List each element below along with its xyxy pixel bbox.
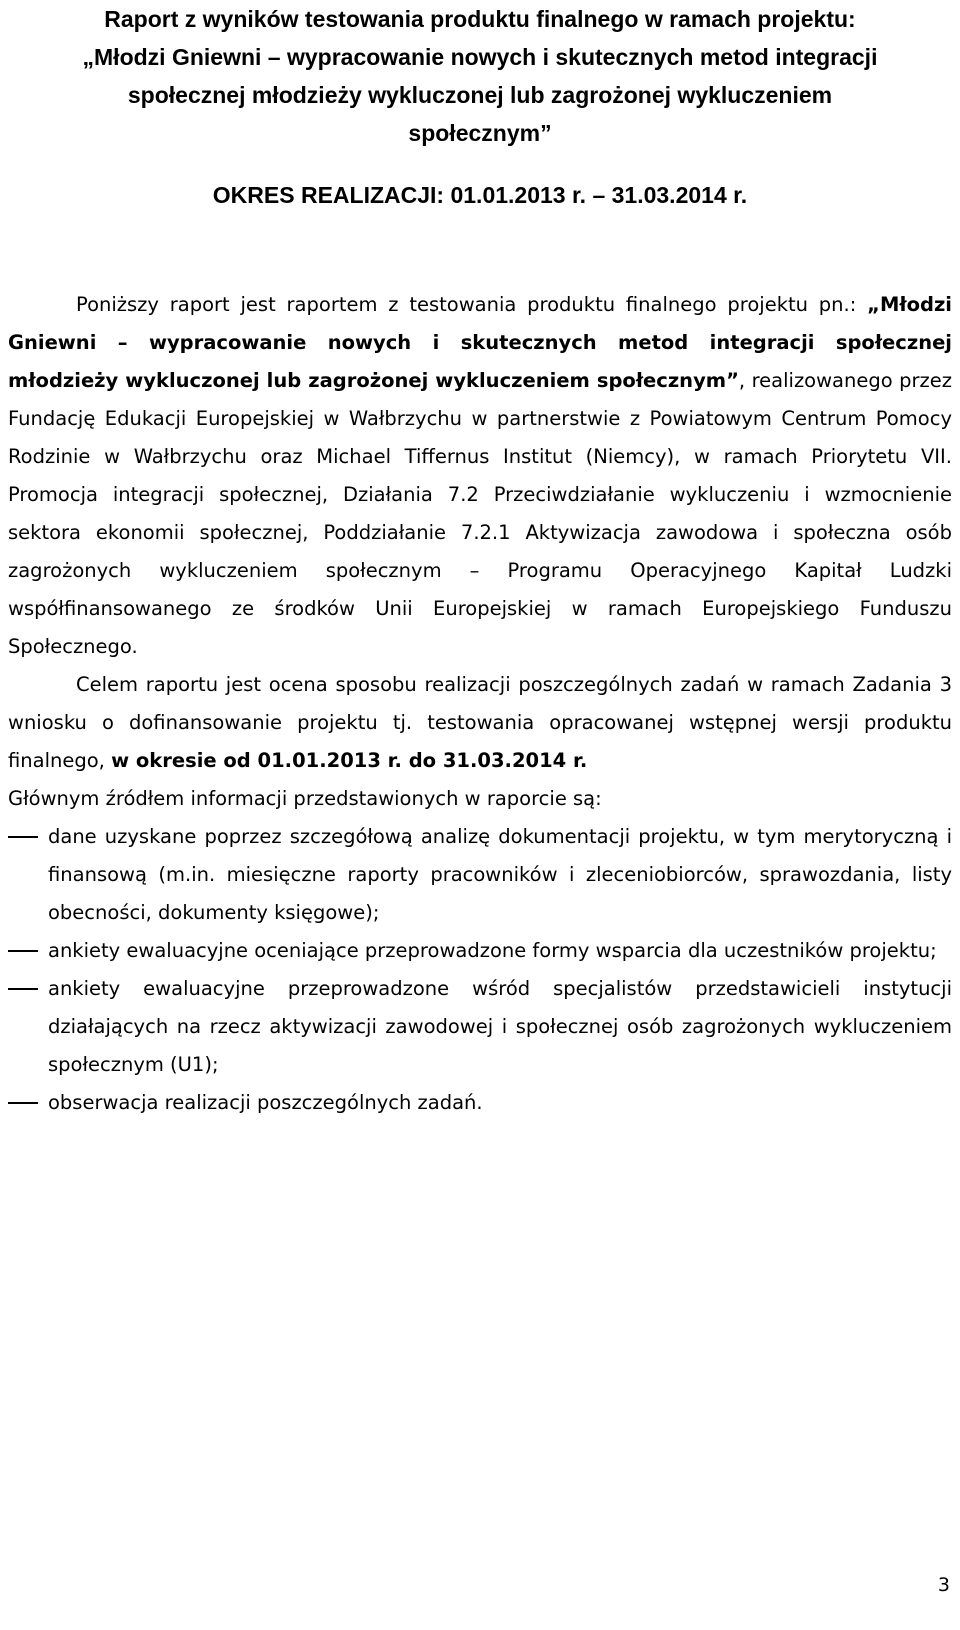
list-item: dane uzyskane poprzez szczegółową analizę dokumentacji projektu, w tym merytoryczną i finansową (m.in. miesięczne raporty pracowników i zleceniobiorców, sprawozdania, listy obecności, dokumenty księgowe);	[8, 818, 952, 932]
list-item: obserwacja realizacji poszczególnych zadań.	[8, 1084, 952, 1122]
dash-bullet-icon	[8, 1102, 38, 1104]
purpose-paragraph	[8, 666, 952, 780]
title-line-4: społecznym”	[408, 120, 552, 146]
project-name: „Młodzi Gniewni – wypracowanie nowych i skutecznych metod integracji społecznej młodzieży wykluczonej lub zagrożonej wykluczeniem społecznym”	[8, 293, 952, 392]
purpose-period: w okresie od 01.01.2013 r. do 31.03.2014 r.	[111, 749, 588, 772]
intro-rest: , realizowanego przez Fundację Edukacji Europejskiej w Wałbrzychu w partnerstwie z Powiatowym Centrum Pomocy Rodzinie w Wałbrzychu oraz Michael Tiffernus Institut (Niemcy), w ramach Priorytetu VII. Promocja integracji społecznej, Działania 7.2 Przeciwdziałanie wykluczeniu i wzmocnienie sektora ekonomii społecznej, Poddziałanie 7.2.1 Aktywizacja zawodowa i społeczna osób zagrożonych wykluczeniem społecznym – Programu Operacyjnego Kapitał Ludzki współfinansowanego ze środków Unii Europejskiej w ramach Europejskiego Funduszu Społecznego.	[8, 369, 952, 658]
intro-paragraph	[8, 286, 952, 666]
title-line-3: społecznej młodzieży wykluczonej lub zagrożonej wykluczeniem	[127, 82, 833, 108]
purpose-text: Celem raportu jest ocena sposobu realizacji poszczególnych zadań w ramach Zadania 3 wniosku o dofinansowanie projektu tj. testowania opracowanej wstępnej wersji produktu finalnego,	[8, 673, 952, 772]
dash-bullet-icon	[8, 988, 38, 990]
dash-bullet-icon	[8, 950, 38, 952]
list-item: ankiety ewaluacyjne przeprowadzone wśród specjalistów przedstawicieli instytucji działających na rzecz aktywizacji zawodowej i społecznej osób zagrożonych wykluczeniem społecznym (U1);	[8, 970, 952, 1084]
title-line-1: Raport z wyników testowania produktu finalnego w ramach projektu:	[104, 6, 856, 32]
dash-bullet-icon	[8, 836, 38, 838]
list-item: ankiety ewaluacyjne oceniające przeprowadzone formy wsparcia dla uczestników projektu;	[8, 932, 952, 970]
page-number: 3	[937, 1574, 950, 1596]
sources-list	[8, 818, 952, 1122]
intro-lead: Poniższy raport jest raportem z testowania produktu finalnego projektu pn.:	[76, 293, 868, 316]
report-body	[8, 286, 952, 1122]
realization-period: OKRES REALIZACJI: 01.01.2013 r. – 31.03.2014 r.	[212, 182, 748, 208]
title-line-2: „Młodzi Gniewni – wypracowanie nowych i skutecznych metod integracji	[82, 44, 878, 70]
report-title	[20, 0, 940, 214]
sources-heading: Głównym źródłem informacji przedstawionych w raporcie są:	[8, 787, 602, 810]
